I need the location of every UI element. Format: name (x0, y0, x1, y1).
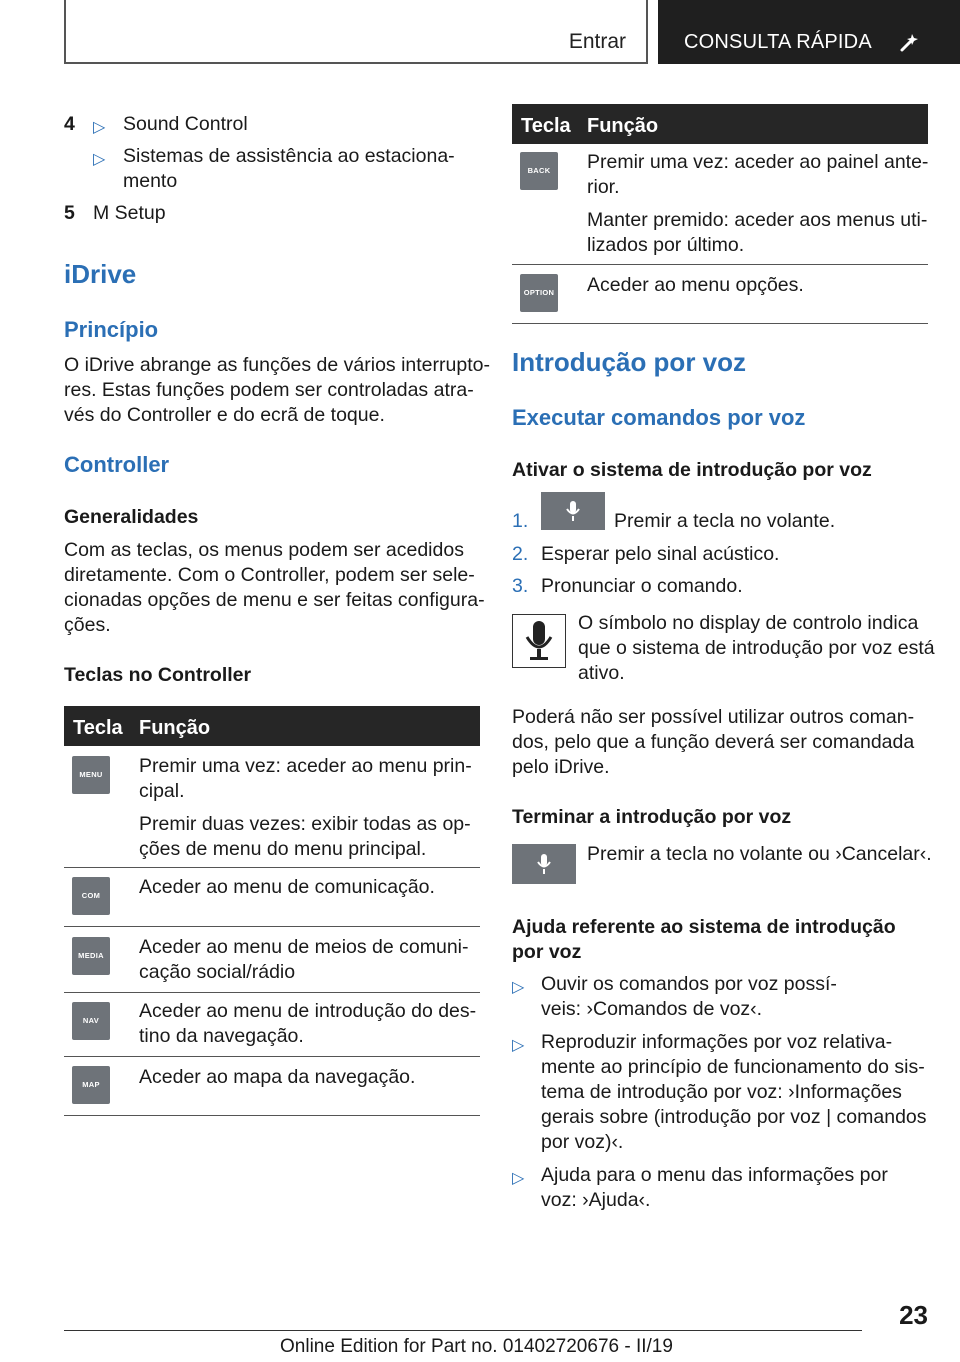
paragraph-line: Premir a tecla no volante ou ›Cancelar‹. (587, 843, 932, 865)
table-cell: Aceder ao mapa da navegação. (139, 1066, 416, 1088)
table-header (512, 104, 928, 144)
header-chapter-label: CONSULTA RÁPIDA (684, 31, 872, 53)
paragraph-line: ativo. (578, 662, 625, 684)
step-text: Pronunciar o comando. (541, 575, 743, 597)
row-divider (64, 926, 480, 927)
column-header-funcao: Função (587, 115, 659, 137)
heading-executar: Executar comandos por voz (512, 405, 806, 430)
paragraph-line: ções. (64, 614, 111, 636)
column-header-funcao: Função (139, 717, 211, 739)
heading-idrive: iDrive (64, 259, 137, 289)
map-key-icon: MAP (72, 1066, 110, 1104)
paragraph-line: diretamente. Com o Controller, podem ser sele- (64, 564, 475, 586)
header-chapter-tab[interactable] (658, 0, 960, 64)
paragraph-line: pelo iDrive. (512, 756, 610, 778)
row-divider (64, 1056, 480, 1057)
footer-divider (64, 1330, 862, 1331)
triangle-bullet-icon: ▷ (93, 119, 106, 136)
list-item: mento (123, 170, 178, 192)
triangle-bullet-icon: ▷ (512, 1037, 525, 1054)
row-divider (512, 323, 928, 324)
table-cell: Aceder ao menu opções. (587, 274, 804, 296)
header-section-box (64, 0, 648, 64)
paragraph-line: Com as teclas, os menus podem ser acedidos (64, 539, 464, 561)
heading-introducao-voz: Introdução por voz (512, 347, 746, 377)
row-divider (64, 867, 480, 868)
table-cell: Premir uma vez: aceder ao painel ante- (587, 151, 929, 173)
table-cell: cipal. (139, 780, 185, 802)
paragraph-line: vés do Controller e do ecrã de toque. (64, 404, 385, 426)
table-cell: Manter premido: aceder aos menus uti- (587, 209, 928, 231)
table-cell: Aceder ao menu de meios de comuni- (139, 936, 469, 958)
paragraph-line: O símbolo no display de controlo indica (578, 612, 919, 634)
paragraph-line: res. Estas funções podem ser controladas atra- (64, 379, 474, 401)
table-cell: Aceder ao menu de comunicação. (139, 876, 435, 898)
step-number: 2. (512, 543, 529, 565)
header-section-label[interactable]: Entrar (568, 30, 626, 53)
triangle-bullet-icon: ▷ (512, 1170, 525, 1187)
step-text: Esperar pelo sinal acústico. (541, 543, 780, 565)
column-header-tecla: Tecla (73, 717, 123, 739)
heading-terminar: Terminar a introdução por voz (512, 806, 792, 828)
triangle-bullet-icon: ▷ (93, 151, 106, 168)
heading-ajuda: por voz (512, 941, 582, 963)
list-item: veis: ›Comandos de voz‹. (541, 998, 763, 1020)
table-cell: tino da navegação. (139, 1025, 304, 1047)
list-item: Sistemas de assistência ao estaciona- (123, 145, 455, 167)
option-key-icon: OPTION (520, 274, 558, 312)
list-item: M Setup (93, 202, 166, 224)
table-cell: cação social/rádio (139, 961, 296, 983)
table-cell: Premir duas vezes: exibir todas as op- (139, 813, 471, 835)
back-key-icon: BACK (520, 152, 558, 190)
step-number: 3. (512, 575, 529, 597)
list-item: Reproduzir informações por voz relativa- (541, 1031, 893, 1053)
mic-key-icon (512, 844, 576, 884)
list-item: Sound Control (123, 113, 248, 135)
nav-key-icon: NAV (72, 1002, 110, 1040)
heading-teclas: Teclas no Controller (64, 664, 252, 686)
table-header (64, 706, 480, 746)
page-number: 23 (899, 1300, 928, 1330)
paragraph-line: que o sistema de introdução por voz está (578, 637, 935, 659)
com-key-icon: COM (72, 877, 110, 915)
wand-icon (898, 30, 922, 54)
list-item: voz: ›Ajuda‹. (541, 1189, 651, 1211)
heading-controller: Controller (64, 452, 170, 477)
row-divider (512, 264, 928, 265)
heading-ajuda: Ajuda referente ao sistema de introdução (512, 916, 896, 938)
paragraph-line: O iDrive abrange as funções de vários interrupto- (64, 354, 490, 376)
row-divider (64, 992, 480, 993)
footer-edition: Online Edition for Part no. 01402720676 - II/19 (280, 1336, 673, 1357)
heading-ativar: Ativar o sistema de introdução por voz (512, 459, 872, 481)
paragraph-line: cionadas opções de menu e ser feitas configura- (64, 589, 485, 611)
list-number: 4 (64, 113, 75, 135)
menu-key-icon: MENU (72, 756, 110, 794)
table-cell: Aceder ao menu de introdução do des- (139, 1000, 477, 1022)
step-text: Premir a tecla no volante. (614, 510, 836, 532)
list-number: 5 (64, 202, 75, 224)
list-item: tema de introdução por voz: ›Informações (541, 1081, 902, 1103)
voice-active-symbol-icon (512, 614, 566, 668)
list-item: mente ao princípio de funcionamento do sis- (541, 1056, 925, 1078)
table-cell: lizados por último. (587, 234, 745, 256)
triangle-bullet-icon: ▷ (512, 979, 525, 996)
table-cell: rior. (587, 176, 620, 198)
mic-key-icon (541, 492, 605, 530)
table-cell: ções de menu do menu principal. (139, 838, 427, 860)
paragraph-line: dos, pelo que a função deverá ser comandada (512, 731, 915, 753)
heading-generalidades: Generalidades (64, 506, 199, 528)
list-item: Ajuda para o menu das informações por (541, 1164, 888, 1186)
row-divider (64, 1115, 480, 1116)
list-item: Ouvir os comandos por voz possí- (541, 973, 837, 995)
column-header-tecla: Tecla (521, 115, 571, 137)
step-number: 1. (512, 510, 529, 532)
paragraph-line: Poderá não ser possível utilizar outros coman- (512, 706, 915, 728)
heading-principio: Princípio (64, 317, 159, 342)
list-item: gerais sobre (introdução por voz | comandos (541, 1106, 927, 1128)
list-item: por voz)‹. (541, 1131, 624, 1153)
table-cell: Premir uma vez: aceder ao menu prin- (139, 755, 472, 777)
media-key-icon: MEDIA (72, 937, 110, 975)
